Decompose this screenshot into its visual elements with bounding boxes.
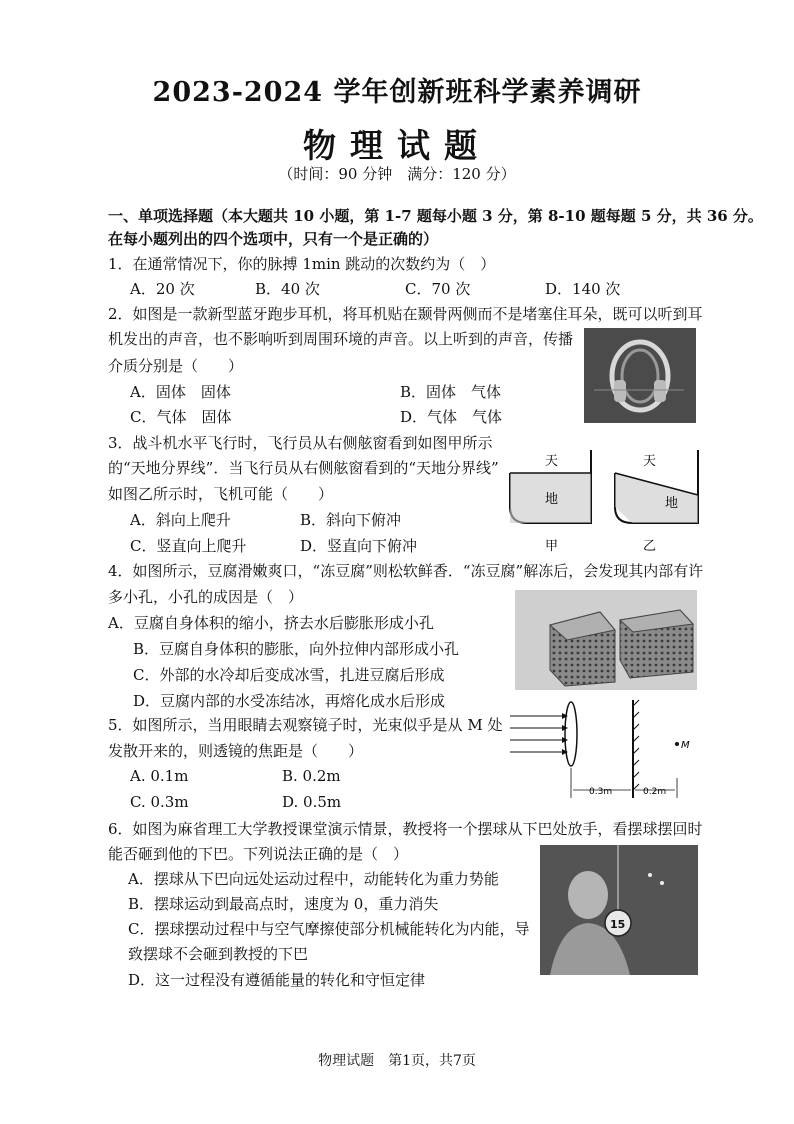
q5-option-a: A. 0.1m: [130, 767, 189, 785]
fig-yi-label: 乙: [643, 539, 657, 554]
q3-stem-line2: 的“天地分界线”．当飞行员从右侧舷窗看到的“天地分界线”: [108, 459, 499, 477]
q6-option-b: B．摆球运动到最高点时，速度为 0，重力消失: [128, 895, 439, 913]
q5-stem-line2: 发散开来的，则透镜的焦距是（ ）: [108, 742, 364, 760]
q5-option-b: B. 0.2m: [282, 767, 341, 785]
q4-option-c: C．外部的水冷却后变成冰雪，扎进豆腐后形成: [133, 666, 445, 684]
fig-jia-earth: 地: [545, 492, 559, 507]
q6-option-c-line2: 致摆球不会砸到教授的下巴: [128, 945, 309, 963]
time-info: （时间：90 分钟 满分：120 分）: [278, 165, 516, 183]
q3-stem-line3: 如图乙所示时，飞机可能（ ）: [108, 485, 334, 503]
q6-option-a: A．摆球从下巴向远处运动过程中，动能转化为重力势能: [128, 870, 499, 888]
q2-stem-line1: 2．如图是一款新型蓝牙跑步耳机，将耳机贴在颞骨两侧而不是堵塞住耳朵，既可以听到耳: [108, 305, 703, 323]
exam-title: 2023-2024 学年创新班科学素养调研: [152, 77, 642, 108]
q4-option-a: A．豆腐自身体积的缩小，挤去水后膨胀形成小孔: [108, 614, 434, 632]
q2-option-b: B．固体 气体: [400, 383, 502, 401]
fig-dist-mirror-m: 0.2m: [643, 787, 667, 797]
q1-stem: 1．在通常情况下，你的脉搏 1min 跳动的次数约为（ ）: [108, 255, 496, 273]
q2-stem-line3: 介质分别是（ ）: [108, 357, 244, 375]
fig-jia-label: 甲: [545, 539, 559, 554]
q3-option-d: D．竖直向下俯冲: [300, 537, 418, 555]
q1-option-c: C．70 次: [405, 280, 471, 298]
tofu-photo: [515, 590, 697, 690]
fig-yi-earth: 地: [665, 496, 679, 511]
q5-option-d: D. 0.5m: [282, 793, 342, 811]
fig-dist-lens-mirror: 0.3m: [589, 787, 613, 797]
q1-option-a: A．20 次: [130, 280, 195, 298]
q6-stem-line2: 能否砸到他的下巴。下列说法正确的是（ ）: [108, 845, 409, 863]
horizon-figure: [505, 445, 705, 555]
ball-label: 15: [610, 918, 626, 931]
fig-yi-sky: 天: [643, 454, 657, 469]
section-heading-line1: 一、单项选择题（本大题共 10 小题，第 1-7 题每小题 3 分，第 8-10 题每题 5 分，共 36 分。: [108, 207, 763, 225]
q1-option-b: B．40 次: [255, 280, 320, 298]
q6-option-d: D．这一过程没有遵循能量的转化和守恒定律: [128, 971, 426, 989]
q3-option-b: B．斜向下俯冲: [300, 511, 402, 529]
section-heading-line2: 在每小题列出的四个选项中，只有一个是正确的）: [108, 230, 439, 248]
q4-option-d: D．豆腐内部的水受冻结冰，再熔化成水后形成: [133, 692, 446, 710]
q2-stem-line2: 机发出的声音，也不影响听到周围环境的声音。以上听到的声音，传播: [108, 330, 574, 348]
q4-stem-line2: 多小孔，小孔的成因是（ ）: [108, 588, 304, 606]
fig-point-m: M: [681, 740, 690, 751]
pendulum-photo: [540, 845, 698, 975]
fig-jia-sky: 天: [545, 454, 559, 469]
q1-option-d: D．140 次: [545, 280, 621, 298]
q2-option-d: D．气体 气体: [400, 408, 503, 426]
page-footer: 物理试题 第1页，共7页: [318, 1053, 476, 1069]
q2-option-a: A．固体 固体: [130, 383, 231, 401]
q5-option-c: C. 0.3m: [130, 793, 189, 811]
q3-option-c: C．竖直向上爬升: [130, 537, 247, 555]
q4-stem-line1: 4．如图所示，豆腐滑嫩爽口，“冻豆腐”则松软鲜香．“冻豆腐”解冻后，会发现其内部有许: [108, 562, 704, 580]
q4-option-b: B．豆腐自身体积的膨胀，向外拉伸内部形成小孔: [133, 640, 460, 658]
q2-option-c: C．气体 固体: [130, 408, 232, 426]
q3-option-a: A．斜向上爬升: [130, 511, 231, 529]
earphone-photo: [584, 328, 696, 423]
subject-title: 物理试题: [303, 126, 491, 165]
q6-option-c-line1: C．摆球摆动过程中与空气摩擦使部分机械能转化为内能，导: [128, 920, 530, 938]
q5-stem-line1: 5．如图所示，当用眼睛去观察镜子时，光束似乎是从 M 处: [108, 716, 503, 734]
q6-stem-line1: 6．如图为麻省理工大学教授课堂演示情景，教授将一个摆球从下巴处放手，看摆球摆回时: [108, 820, 703, 838]
lens-mirror-figure: [505, 698, 705, 806]
q3-stem-line1: 3．战斗机水平飞行时，飞行员从右侧舷窗看到如图甲所示: [108, 434, 493, 452]
